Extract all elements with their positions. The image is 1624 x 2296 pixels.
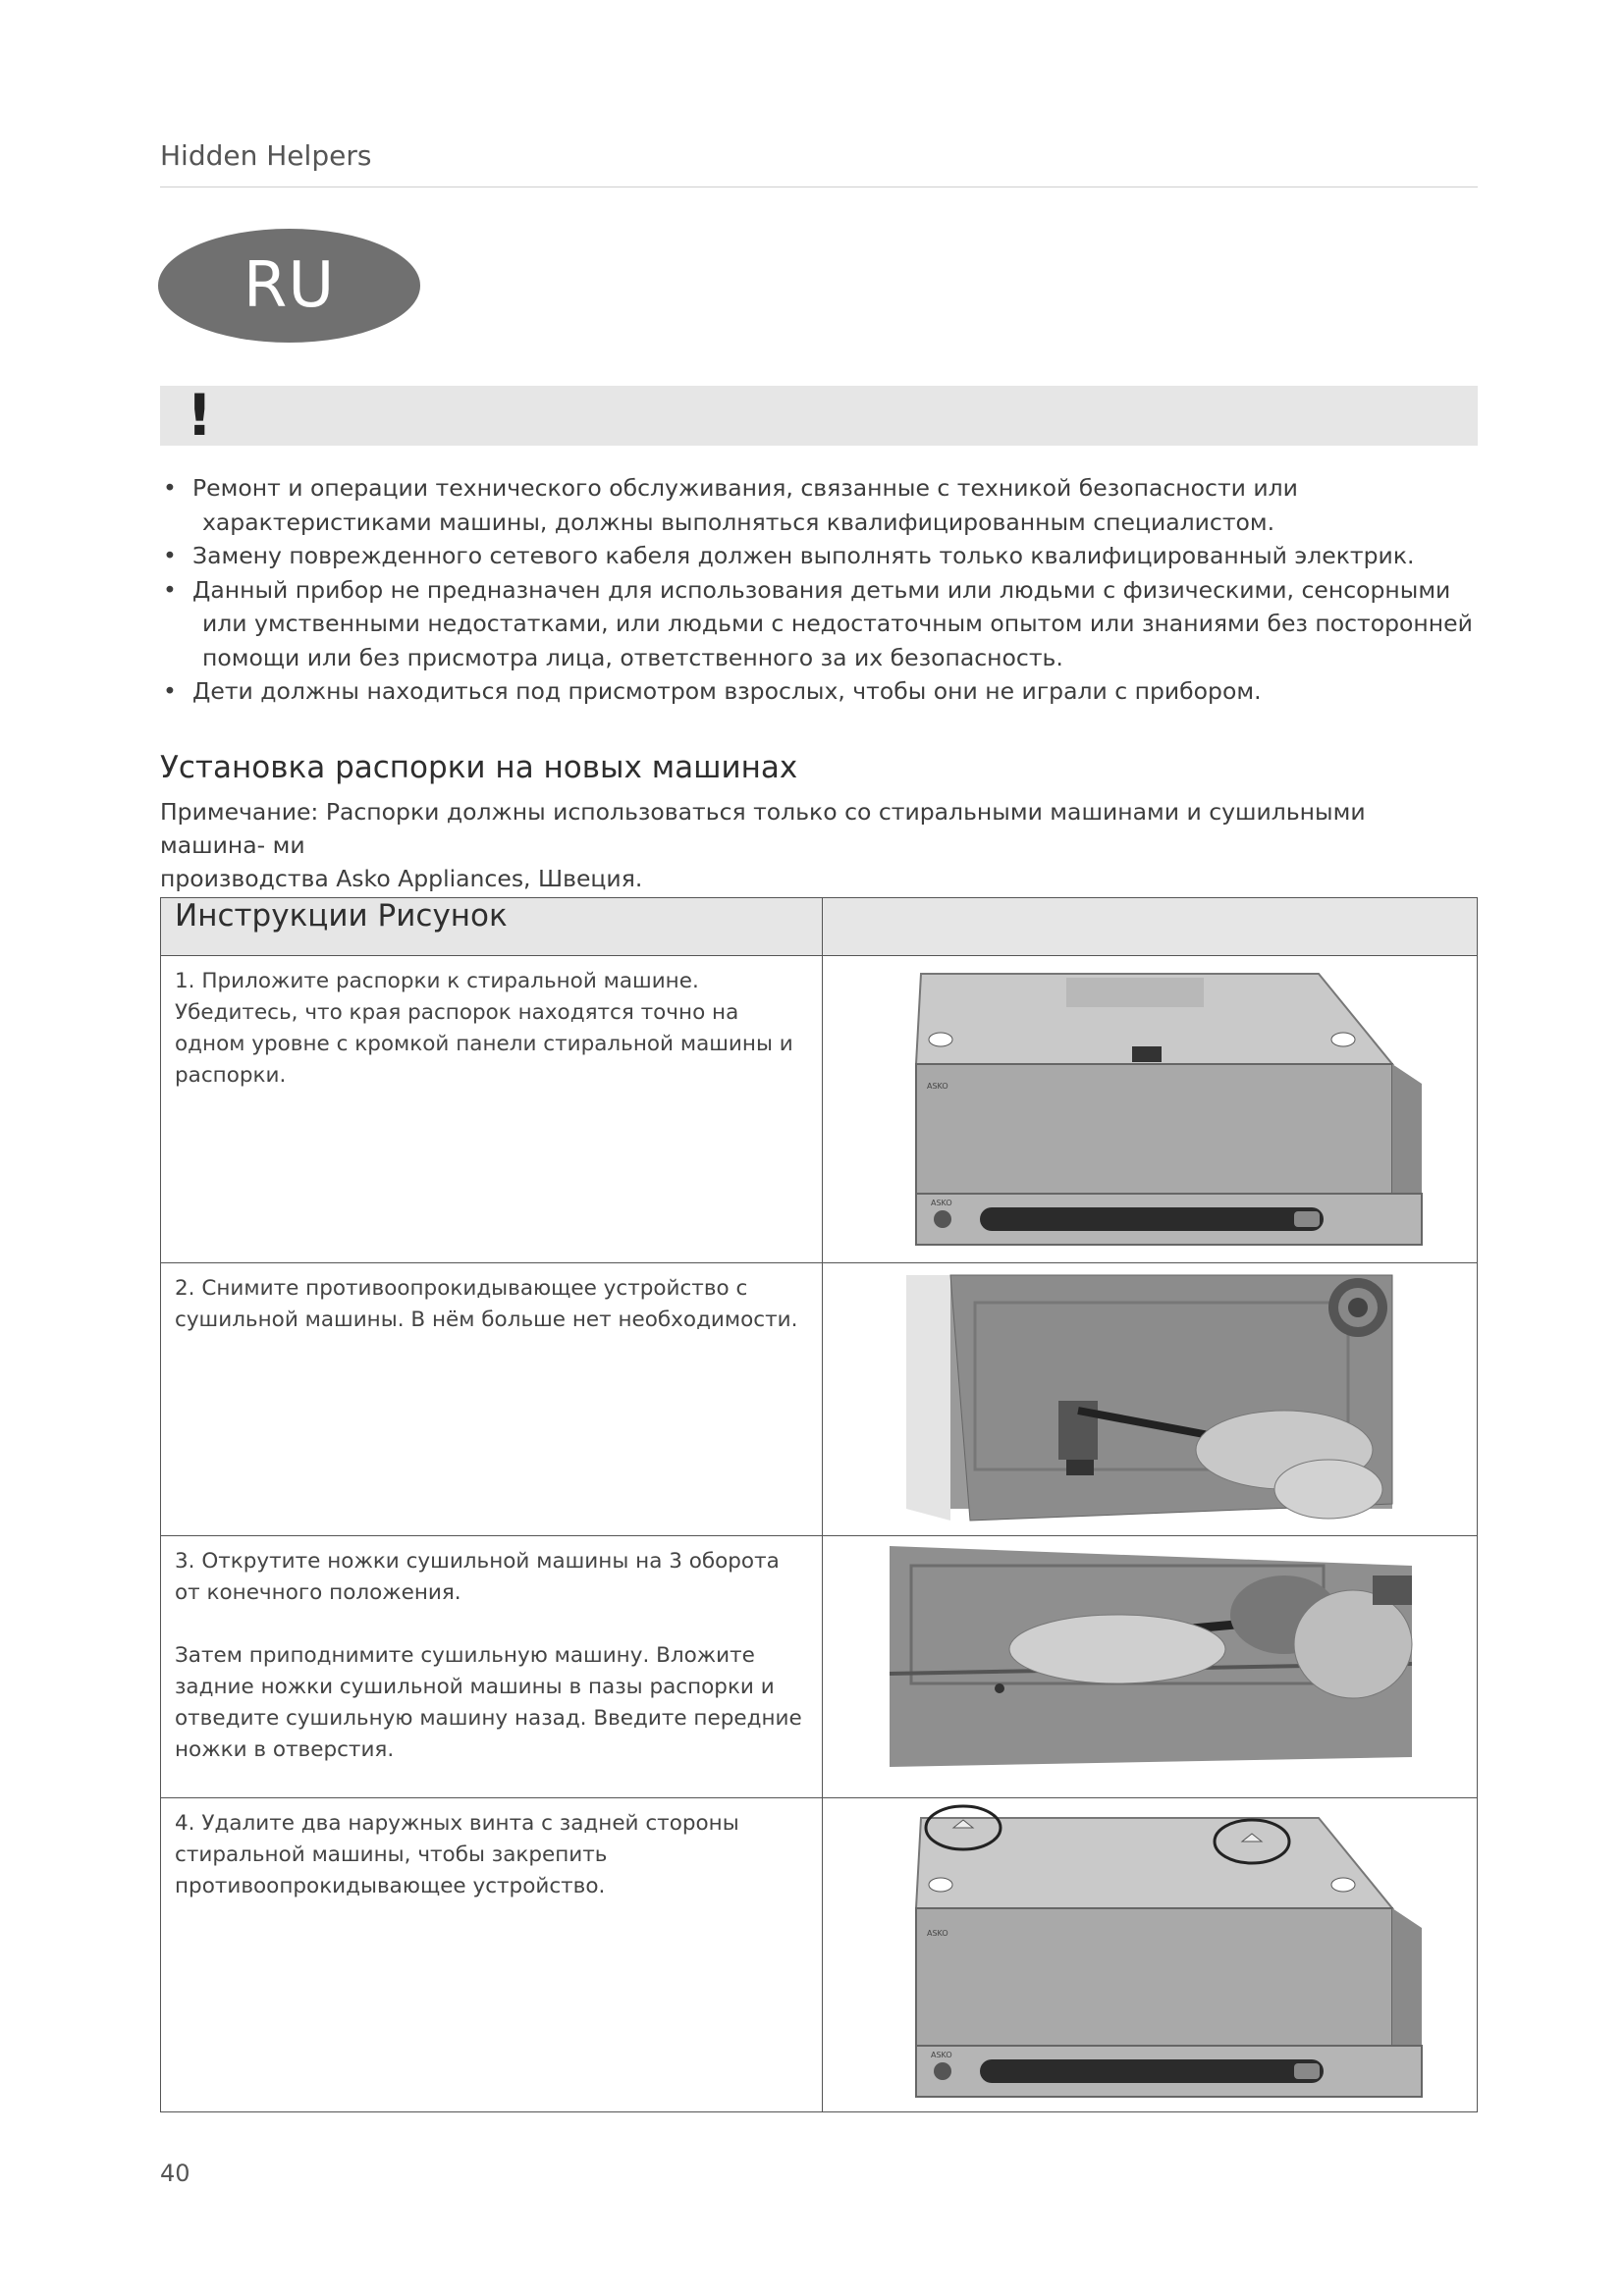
figure-cell [823, 1536, 1478, 1798]
figure-cell [823, 1263, 1478, 1536]
page-number: 40 [160, 2160, 190, 2187]
bullet-text: или умственными недостатками, или людьми с недостаточным опытом или знаниями без посторонней [202, 610, 1473, 637]
brand-label: ASKO [931, 1199, 952, 1207]
bullet-text: помощи или без присмотра лица, ответственного за их безопасность. [202, 643, 1063, 671]
list-item [163, 674, 1479, 709]
instructions-table [160, 897, 1478, 2112]
screws-circled-illustration [823, 1798, 1477, 2110]
step-text: 3. Открутите ножки сушильной машины на 3 оборота от конечного положения. [175, 1549, 780, 1605]
step-text: Затем приподнимите сушильную машину. Вложите задние ножки сушильной машины в пазы распорки и отведите сушильную машину назад. Введите передние ножки в отверстия. [175, 1643, 802, 1762]
brand-label: ASKO [931, 2051, 952, 2059]
bullet-text: Замену поврежденного сетевого кабеля должен выполнять только квалифицированный электрик. [192, 542, 1415, 569]
exclamation-icon: ! [187, 382, 213, 449]
bullet-text: Дети должны находиться под присмотром взрослых, чтобы они не играли с прибором. [192, 677, 1262, 705]
list-item [163, 471, 1479, 539]
note-line: Примечание: Распорки должны использоваться только со стиральными машинами и сушильными машина- ми [160, 798, 1366, 859]
brand-label: ASKO [927, 1082, 948, 1091]
unscrew-feet-illustration [823, 1536, 1477, 1783]
step-text: 2. Снимите противоопрокидывающее устройство с сушильной машины. В нём больше нет необходимости. [175, 1276, 798, 1332]
safety-bullet-list [163, 471, 1479, 709]
screwdriver-removal-illustration [823, 1263, 1477, 1534]
step-text: 4. Удалите два наружных винта с задней стороны стиральной машины, чтобы закрепить противоопрокидывающее устройство. [175, 1811, 739, 1898]
table-row [161, 956, 823, 1263]
step-text: 1. Приложите распорки к стиральной машине. Убедитесь, что края распорок находятся точно на одном уровне с кромкой панели стиральной машины и распорки. [175, 969, 793, 1088]
table-header: Инструкции Рисунок [161, 898, 823, 956]
list-item [163, 573, 1479, 675]
language-badge: RU [158, 229, 420, 343]
figure-cell [823, 956, 1478, 1263]
table-row [161, 1263, 823, 1536]
section-title: Установка распорки на новых машинах [160, 750, 798, 785]
list-item [163, 539, 1479, 573]
brand-label: ASKO [927, 1929, 948, 1938]
note-line: производства Asko Appliances, Швеция. [160, 865, 643, 892]
header-title: Hidden Helpers [160, 139, 372, 172]
section-note [160, 795, 1476, 895]
washer-on-spacer-illustration [823, 956, 1477, 1261]
table-header-empty [823, 898, 1478, 956]
figure-cell [823, 1798, 1478, 2112]
bullet-text: Данный прибор не предназначен для использования детьми или людьми с физическими, сенсорными [192, 575, 1451, 604]
table-row [161, 1798, 823, 2112]
bullet-text: Ремонт и операции технического обслуживания, связанные с техникой безопасности или [192, 474, 1298, 502]
warning-bar [160, 382, 1478, 449]
table-row [161, 1536, 823, 1798]
bullet-text: характеристиками машины, должны выполняться квалифицированным специалистом. [202, 507, 1275, 536]
